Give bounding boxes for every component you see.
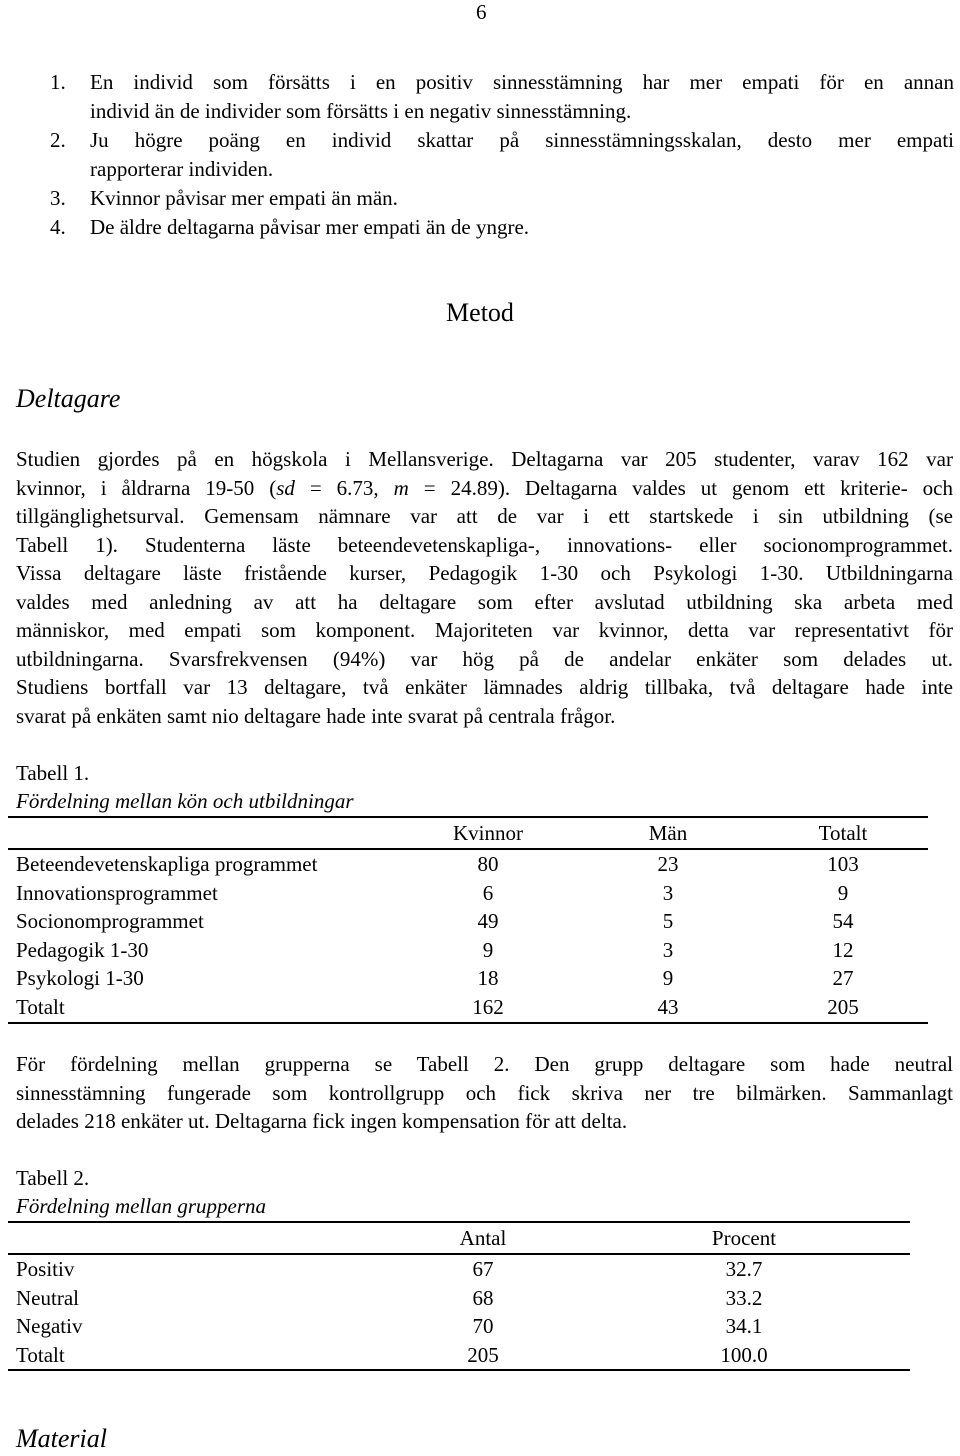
- table-row: [8, 936, 928, 965]
- list-number: 1.: [50, 70, 66, 94]
- table-header-cell: Antal: [388, 1222, 578, 1254]
- table-header-row: [8, 817, 928, 849]
- paragraph-line: tillgänglighetsurval. Gemensam nämnare var att de var i ett startskede i sin utbildning (se: [16, 504, 953, 528]
- table-header-cell: Procent: [578, 1222, 910, 1254]
- table-cell: 67: [472, 1257, 494, 1281]
- table-cell: 9: [662, 966, 674, 991]
- paragraph-line: Vissa deltagare läste fristående kurser, Pedagogik 1-30 och Psykologi 1-30. Utbildningarna: [16, 561, 953, 585]
- paragraph-line: valdes med anledning av att ha deltagare som efter avslutad utbildning ska arbeta med: [16, 589, 953, 614]
- table-cell: 27: [832, 966, 854, 991]
- table-cell: Psykologi 1-30: [16, 966, 144, 991]
- page-number: 6: [476, 0, 487, 24]
- table-cell: Neutral: [16, 1285, 79, 1310]
- table-cell: 70: [472, 1314, 494, 1339]
- subheading-material: Material: [16, 1424, 107, 1453]
- hypothesis-text: individ än de individer som försätts i en negativ sinnesstämning.: [90, 99, 632, 123]
- table-cell: 5: [662, 909, 674, 934]
- table-row: [8, 1341, 910, 1371]
- table-header-cell: Män: [578, 817, 758, 849]
- table-cell: Socionomprogrammet: [16, 909, 204, 934]
- table-cell: 9: [482, 937, 494, 962]
- groups-paragraph: [16, 1050, 953, 1136]
- table2: [8, 1221, 910, 1371]
- table-header-cell: Kvinnor: [398, 817, 578, 849]
- table-cell: Beteendevetenskapliga programmet: [16, 852, 318, 876]
- hypothesis-4: [50, 213, 954, 242]
- table-cell: 33.2: [725, 1285, 763, 1310]
- table-row: [8, 879, 928, 908]
- paragraph-line: Studiens bortfall var 13 deltagare, två enkäter lämnades aldrig tillbaka, två deltagare hade inte: [16, 675, 953, 699]
- table-cell: Innovationsprogrammet: [16, 880, 218, 905]
- hypothesis-2: [50, 126, 954, 184]
- table-cell: 49: [477, 909, 499, 934]
- table-cell: 80: [477, 852, 499, 876]
- paragraph-line: För fördelning mellan grupperna se Tabell 2. Den grupp deltagare som hade neutral: [16, 1052, 953, 1076]
- table-cell: 43: [578, 993, 758, 1023]
- hypothesis-text: De äldre deltagarna påvisar mer empati än de yngre.: [90, 215, 530, 239]
- table-cell: 100.0: [578, 1341, 910, 1371]
- paragraph-line: utbildningarna. Svarsfrekvensen (94%) var hög på de andelar enkäter som delades ut.: [16, 646, 953, 671]
- table-cell: 103: [827, 852, 859, 876]
- list-number: 3.: [50, 186, 66, 210]
- section-title: Metod: [446, 298, 514, 327]
- table1: [8, 816, 928, 1024]
- hypothesis-text: rapporterar individen.: [90, 157, 274, 181]
- table-cell: 54: [832, 909, 854, 934]
- participants-paragraph: [16, 445, 953, 730]
- table-cell: Totalt: [8, 1341, 388, 1371]
- table-header-row: [8, 1222, 910, 1254]
- hypothesis-text: En individ som försätts i en positiv sinnesstämning har mer empati för en annan: [90, 70, 954, 94]
- table-cell: Totalt: [8, 993, 398, 1023]
- list-number: 2.: [50, 128, 66, 152]
- hypothesis-text: Ju högre poäng en individ skattar på sinnesstämningsskalan, desto mer empati: [90, 128, 954, 152]
- paragraph-line: Tabell 1). Studenterna läste beteendevetenskapliga-, innovations- eller socionomprogrammet.: [16, 532, 953, 557]
- table-cell: 6: [482, 880, 494, 905]
- paragraph-line: svarat på enkäten samt nio deltagare hade inte svarat på centrala frågor.: [16, 703, 616, 728]
- table-row: [8, 964, 928, 993]
- table-row: [8, 1254, 910, 1284]
- table-cell: Positiv: [16, 1257, 75, 1281]
- table-row: [8, 1284, 910, 1313]
- table-cell: 18: [477, 966, 499, 991]
- table-row: [8, 1312, 910, 1341]
- paragraph-line: delades 218 enkäter ut. Deltagarna fick ingen kompensation för att delta.: [16, 1109, 628, 1133]
- table-cell: 68: [472, 1285, 494, 1310]
- table-cell: 34.1: [725, 1314, 763, 1339]
- subheading-participants: Deltagare: [16, 384, 121, 413]
- table-cell: 205: [758, 993, 928, 1023]
- table-row: [8, 907, 928, 936]
- table-header-cell: [8, 1222, 388, 1254]
- table-cell: Negativ: [16, 1314, 83, 1339]
- table-cell: 12: [832, 937, 854, 962]
- table-cell: 9: [837, 880, 849, 905]
- paragraph-line: kvinnor, i åldrarna 19-50 (sd = 6.73, m = 24.89). Deltagarna valdes ut genom ett kriterie- och: [16, 475, 954, 500]
- table2-label: Tabell 2.: [16, 1166, 90, 1190]
- hypothesis-1: [50, 68, 954, 126]
- paragraph-line: människor, med empati som komponent. Majoriteten var kvinnor, detta var representativt för: [16, 618, 953, 642]
- list-number: 4.: [50, 215, 66, 239]
- table-header-cell: Totalt: [758, 817, 928, 849]
- table-cell: 32.7: [725, 1257, 763, 1281]
- table1-label: Tabell 1.: [16, 761, 90, 785]
- table-cell: 205: [388, 1341, 578, 1371]
- table-cell: 162: [398, 993, 578, 1023]
- table2-caption: Fördelning mellan grupperna: [16, 1194, 267, 1218]
- table1-caption: Fördelning mellan kön och utbildningar: [16, 789, 354, 813]
- table-cell: Pedagogik 1-30: [16, 937, 149, 962]
- table-row: [8, 849, 928, 879]
- table-cell: 3: [662, 880, 674, 905]
- hypothesis-text: Kvinnor påvisar mer empati än män.: [90, 186, 398, 210]
- table-cell: 3: [662, 937, 674, 962]
- paragraph-line: sinnesstämning fungerade som kontrollgrupp och fick skriva ner tre bilmärken. Sammanlagt: [16, 1080, 953, 1105]
- table-header-cell: [8, 817, 398, 849]
- table-cell: 23: [657, 852, 679, 876]
- table-row: [8, 993, 928, 1023]
- hypothesis-3: [50, 184, 954, 213]
- paragraph-line: Studien gjordes på en högskola i Mellansverige. Deltagarna var 205 studenter, varav 162 var: [16, 447, 953, 471]
